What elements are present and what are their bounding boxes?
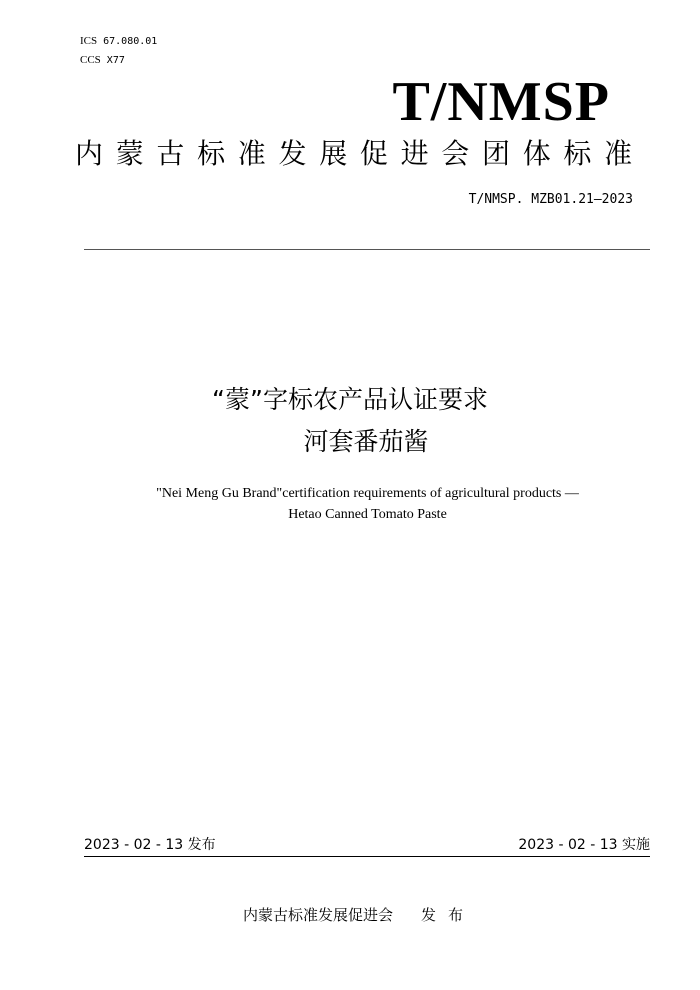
organization-standard-title: 内蒙古标准发展促进会团体标准 xyxy=(75,137,645,170)
english-title-line-1: "Nei Meng Gu Brand"certification requirements of agricultural products — xyxy=(156,486,579,501)
ics-label: ICS xyxy=(80,35,98,47)
standard-number: T/NMSP. MZB01.21—2023 xyxy=(468,192,633,207)
issue-date: 2023 - 02 - 13 发布 xyxy=(84,837,216,853)
publish-action: 发布 xyxy=(421,906,476,924)
ics-classification xyxy=(80,34,157,49)
footer-divider xyxy=(84,856,650,857)
header-divider xyxy=(84,249,650,250)
chinese-title-line-2: 河套番茄酱 xyxy=(303,427,429,456)
english-title-line-2: Hetao Canned Tomato Paste xyxy=(288,507,447,522)
publisher-line xyxy=(0,905,700,925)
ics-code: 67.080.01 xyxy=(103,36,158,47)
publisher-name: 内蒙古标准发展促进会 xyxy=(242,906,393,924)
implementation-date: 2023 - 02 - 13 实施 xyxy=(518,837,650,853)
ccs-code: X77 xyxy=(106,55,125,66)
chinese-title-line-1: “蒙”字标农产品认证要求 xyxy=(212,385,488,414)
standard-brand-mark: T/NMSP xyxy=(392,71,610,133)
ccs-label: CCS xyxy=(80,54,101,66)
ccs-classification xyxy=(80,53,125,68)
